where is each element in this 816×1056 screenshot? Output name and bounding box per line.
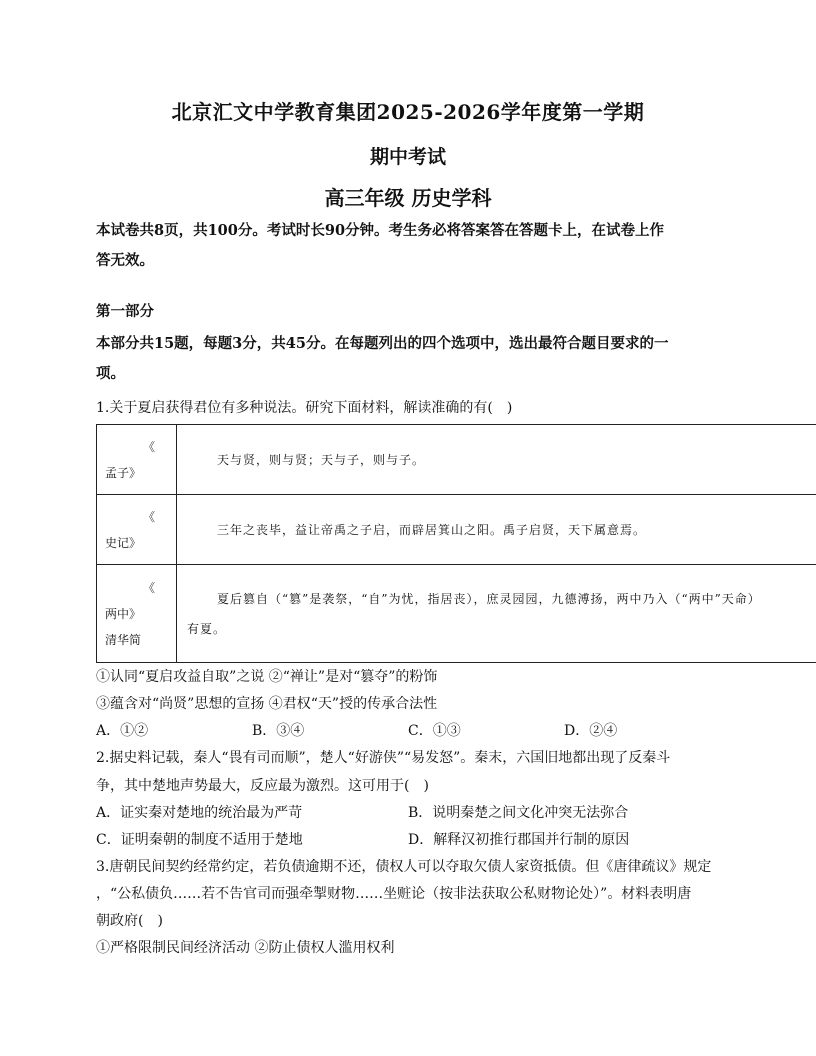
q3-stem-line-2: ，“公私债负……若不告官司而强牵掣财物……坐赃论（按非法获取公私财物论处）”。材料表明唐 bbox=[96, 886, 692, 902]
section-desc-line-1: 本部分共15题，每题3分，共45分。在每题列出的四个选项中，选出最符合题目要求的一 bbox=[96, 335, 669, 352]
source-name: 两中》 bbox=[105, 606, 142, 621]
option-c[interactable]: C．①③ bbox=[408, 723, 461, 739]
instructions-line-1: 本试卷共8页，共100分。考试时长90分钟。考生务必将答案答在答题卡上，在试卷上作 bbox=[96, 222, 665, 239]
exam-grade-subject: 高三年级 历史学科 bbox=[324, 186, 492, 210]
q1-statements-line-2: ③蕴含对“尚贤”思想的宣扬 ④君权“天”授的传承合法性 bbox=[96, 696, 438, 712]
source-cell bbox=[97, 565, 177, 663]
q2-options-row-2 bbox=[96, 829, 720, 851]
q1-stem: 1.关于夏启获得君位有多种说法。研究下面材料，解读准确的有( ) bbox=[96, 400, 513, 416]
option-d[interactable]: D．②④ bbox=[564, 723, 618, 739]
source-text: 天与贤，则与贤；天与子，则与子。 bbox=[177, 425, 816, 495]
q1-options bbox=[96, 720, 720, 742]
source-name: 孟子》 bbox=[105, 465, 142, 480]
source-text-continued: 有夏。 bbox=[187, 621, 227, 636]
q1-statements-line-1: ①认同“夏启攻益自取”之说 ②“禅让”是对“篡夺”的粉饰 bbox=[96, 669, 438, 685]
table-row bbox=[97, 425, 816, 495]
option-a[interactable]: A．证实秦对楚地的统治最为严苛 bbox=[96, 805, 303, 821]
source-name: 史记》 bbox=[105, 535, 142, 550]
option-a[interactable]: A．①② bbox=[96, 723, 149, 739]
option-d[interactable]: D．解释汉初推行郡国并行制的原因 bbox=[408, 832, 630, 848]
exam-title: 北京汇文中学教育集团2025-2026学年度第一学期 bbox=[171, 100, 645, 124]
exam-subtitle: 期中考试 bbox=[369, 146, 446, 168]
option-b[interactable]: B．③④ bbox=[252, 723, 305, 739]
source-cell bbox=[97, 495, 177, 565]
q2-stem-line-2: 争，其中楚地声势最大，反应最为激烈。这可用于( ) bbox=[96, 778, 429, 794]
q2-stem-line-1: 2.据史料记载，秦人“畏有司而顺”，楚人“好游侠”“易发怒”。秦末，六国旧地都出现了反秦斗 bbox=[96, 750, 671, 766]
table-row bbox=[97, 495, 816, 565]
section-desc-line-2: 项。 bbox=[96, 365, 125, 382]
source-text: 三年之丧毕，益让帝禹之子启，而辟居箕山之阳。禹子启贤，天下属意焉。 bbox=[177, 495, 816, 565]
instructions-line-2: 答无效。 bbox=[96, 252, 154, 269]
table-row bbox=[97, 565, 816, 663]
option-c[interactable]: C．证明秦朝的制度不适用于楚地 bbox=[96, 832, 303, 848]
source-text: 夏后篡自（“篡”是袭祭，“自”为忧，指居丧），庶灵园园，九德溥扬，两中乃入（“两中”天命） bbox=[217, 591, 761, 606]
source-collection: 清华简 bbox=[105, 632, 142, 647]
q3-stem-line-3: 朝政府( ) bbox=[96, 913, 163, 929]
q1-source-table bbox=[96, 424, 816, 663]
source-text-cell bbox=[177, 565, 816, 663]
option-b[interactable]: B．说明秦楚之间文化冲突无法弥合 bbox=[408, 805, 629, 821]
section-description bbox=[96, 329, 720, 389]
source-bracket: 《 bbox=[143, 580, 156, 595]
q3-statements-line-1: ①严格限制民间经济活动 ②防止债权人滥用权利 bbox=[96, 940, 395, 956]
q2-options-row-1 bbox=[96, 802, 720, 824]
source-bracket: 《 bbox=[143, 509, 156, 524]
exam-instructions bbox=[96, 216, 720, 276]
source-bracket: 《 bbox=[143, 439, 156, 454]
source-cell bbox=[97, 425, 177, 495]
q3-stem-line-1: 3.唐朝民间契约经常约定，若负债逾期不还，债权人可以夺取欠债人家资抵债。但《唐律疏议》规定 bbox=[96, 859, 712, 875]
section-heading: 第一部分 bbox=[96, 303, 154, 320]
